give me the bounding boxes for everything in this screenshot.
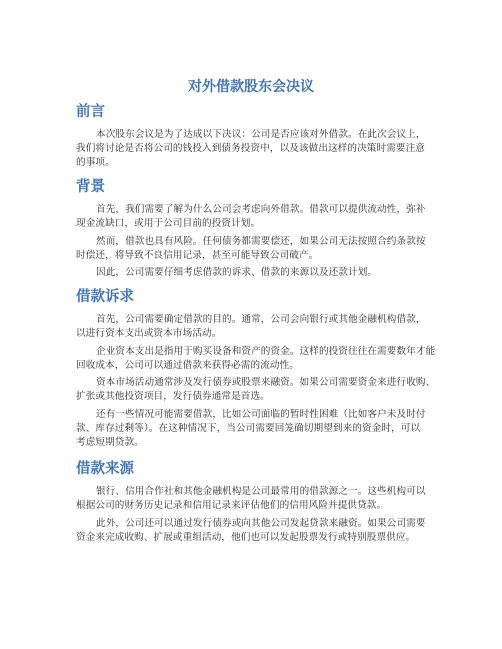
paragraph-line: 扩张或其他投资项目，发行债券通常是首选。 xyxy=(76,391,270,402)
paragraph-line: 资本市场活动通常涉及发行债券或股票来融资。如果公司需要资金来进行收购、 xyxy=(96,377,436,388)
paragraph-line: 根据公司的财务历史记录和信用记录来评估他们的信用风险并提供贷款。 xyxy=(76,500,387,511)
paragraph xyxy=(76,485,428,513)
paragraph-line: 回收成本，公司可以通过借款来获得必需的流动性。 xyxy=(76,360,299,371)
paragraph-line: 首先，公司需要确定借款的目的。通常，公司会向银行或其他金融机构借款， xyxy=(96,314,426,325)
section-heading-preface: 前言 xyxy=(76,104,105,120)
section-heading-background: 背景 xyxy=(76,179,105,195)
paragraph-line: 因此，公司需要仔细考虑借款的诉求、借款的来源以及还款计划。 xyxy=(96,267,378,278)
paragraph-line: 首先，我们需要了解为什么公司会考虑向外借款。借款可以提供流动性，弥补 xyxy=(96,204,426,215)
paragraph xyxy=(76,408,428,450)
paragraph-line: 的事项。 xyxy=(76,157,115,168)
paragraph xyxy=(76,203,428,231)
paragraph-line: 本次股东会议是为了达成以下决议：公司是否应该对外借款。在此次会议上， xyxy=(96,129,426,140)
paragraph-line: 款、库存过剩等）。在这种情况下，当公司需要回笼确切期望到来的资金时，可以 xyxy=(76,423,421,434)
section-heading-borrowing-sources: 借款来源 xyxy=(76,461,134,477)
paragraph-line: 以进行资本支出或资本市场活动。 xyxy=(76,328,222,339)
paragraph-line: 我们将讨论是否将公司的钱投入到债务投资中，以及该做出这样的决策时需要注意 xyxy=(76,143,425,154)
paragraph-line: 考虑短期贷款。 xyxy=(76,437,144,448)
paragraph xyxy=(76,313,428,341)
paragraph xyxy=(76,235,428,263)
paragraph xyxy=(76,517,428,545)
paragraph-line: 然而，借款也具有风险。任何债务都需要偿还，如果公司无法按照合约条款按 xyxy=(96,236,426,247)
section-heading-borrowing-needs: 借款诉求 xyxy=(76,289,134,305)
paragraph-line: 资金来完成收购、扩展或重组活动，他们也可以发起股票发行或特别股票供应。 xyxy=(76,532,416,543)
document-title: 对外借款股东会决议 xyxy=(188,79,314,95)
paragraph-line: 企业资本支出是指用于购买设备和资产的资金。这样的投资往往在需要数年才能 xyxy=(96,346,436,357)
paragraph xyxy=(76,266,428,280)
paragraph-line: 还有一些情况可能需要借款，比如公司面临的暂时性困难（比如客户未及时付 xyxy=(96,409,426,420)
paragraph xyxy=(76,128,428,170)
paragraph xyxy=(76,345,436,373)
paragraph xyxy=(76,376,436,404)
paragraph-line: 现金流缺口，或用于公司目前的投资计划。 xyxy=(76,218,261,229)
paragraph-line: 时偿还，将导致不良信用记录，甚至可能导致公司破产。 xyxy=(76,250,319,261)
paragraph-line: 此外，公司还可以通过发行债券或向其他公司发起贷款来融资。如果公司需要 xyxy=(96,518,426,529)
paragraph-line: 银行、信用合作社和其他金融机构是公司最常用的借款源之一。这些机构可以 xyxy=(96,486,426,497)
